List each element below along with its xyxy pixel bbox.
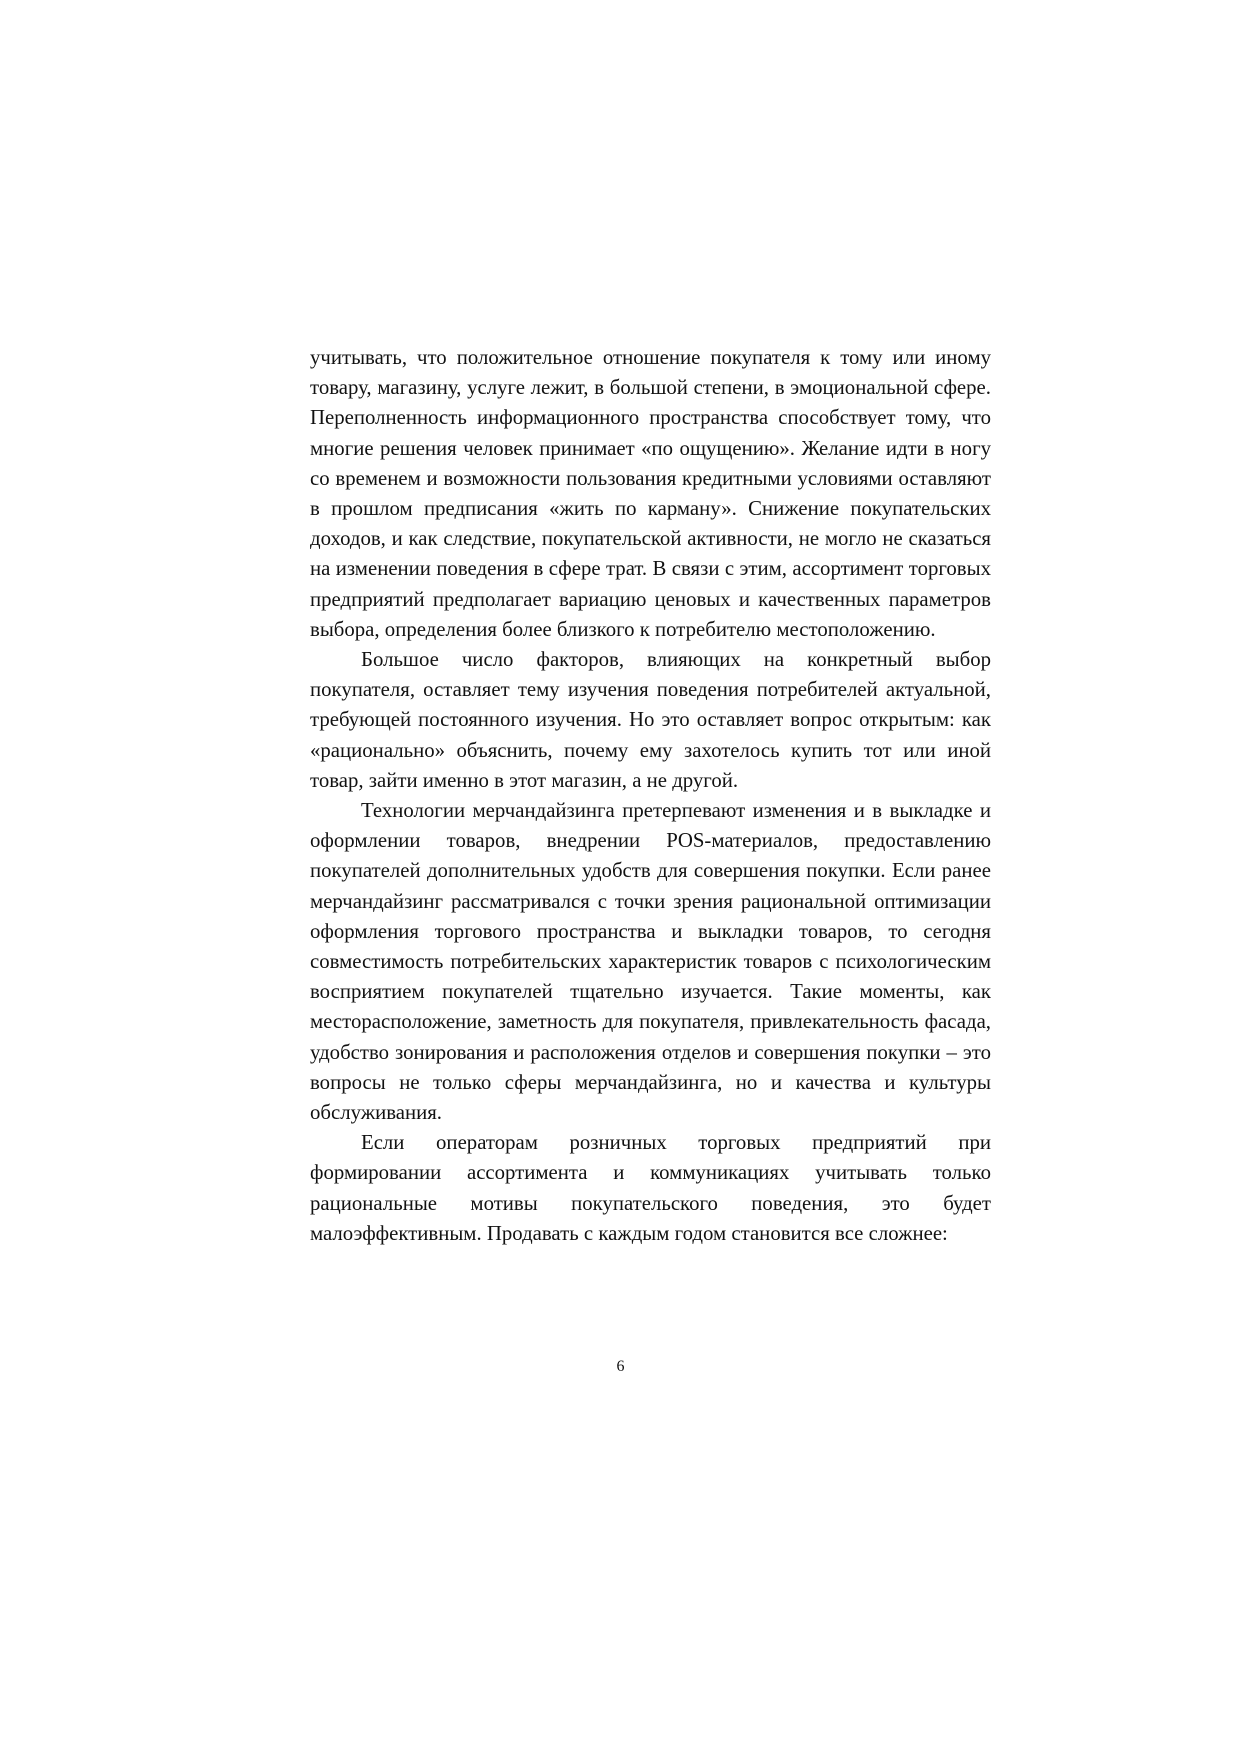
paragraph-3: Технологии мерчандайзинга претерпевают изменения и в выкладке и оформлении товаров, внедрении POS-материалов, предоставлению покупателей дополнительных удобств для совершения покупки. Если ранее мерчандайзинг рассматривался с точки зрения рациональной оптимизации оформления торгового пространства и выкладки товаров, то сегодня совместимость потребительских характеристик товаров с психологическим восприятием покупателей тщательно изучается. Такие моменты, как месторасположение, заметность для покупателя, привлекательность фасада, удобство зонирования и расположения отделов и совершения покупки – это вопросы не только сферы мерчандайзинга, но и качества и культуры обслуживания. [310, 799, 991, 1125]
paragraph-4: Если операторам розничных торговых предприятий при формировании ассортимента и коммуникациях учитывать только рациональные мотивы покупательского поведения, это будет малоэффективным. Продавать с каждым годом становится все сложнее: [310, 1131, 991, 1245]
page-number: 6 [616, 1358, 625, 1375]
paragraph-1: учитывать, что положительное отношение покупателя к тому или иному товару, магазину, услуге лежит, в большой степени, в эмоциональной сфере. Переполненность информационного пространства способствует тому, что многие решения человек принимает «по ощущению». Желание идти в ногу со временем и возможности пользования кредитными условиями оставляют в прошлом предписания «жить по карману». Снижение покупательских доходов, и как следствие, покупательской активности, не могло не сказаться на изменении поведения в сфере трат. В связи с этим, ассортимент торговых предприятий предполагает вариацию ценовых и качественных параметров выбора, определения более близкого к потребителю местоположению. [310, 346, 991, 641]
paragraph-2: Большое число факторов, влияющих на конкретный выбор покупателя, оставляет тему изучения поведения потребителей актуальной, требующей постоянного изучения. Но это оставляет вопрос открытым: как «рационально» объяснить, почему ему захотелось купить тот или иной товар, зайти именно в этот магазин, а не другой. [310, 648, 991, 792]
page-body [310, 343, 991, 1249]
